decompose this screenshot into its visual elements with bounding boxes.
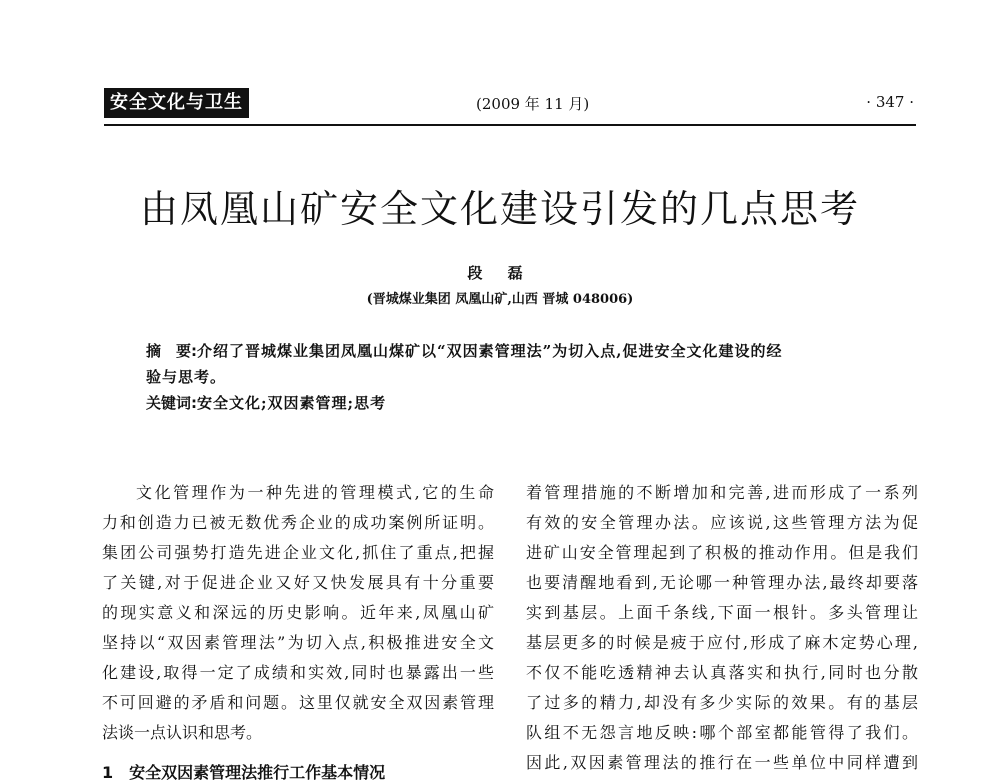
- paragraph-line: 不可回避的矛盾和问题。这里仅就安全双因素管理: [102, 693, 494, 712]
- abstract-line: [146, 338, 866, 364]
- paragraph-line: 集团公司强势打造先进企业文化,抓住了重点,把握: [102, 543, 494, 562]
- abstract-text: 介绍了晋城煤业集团凤凰山煤矿以“双因素管理法”为切入点,促进安全文化建设的经: [197, 342, 783, 360]
- abstract-line: [146, 364, 866, 390]
- paragraph-line: 进矿山安全管理起到了积极的推动作用。但是我们: [526, 543, 918, 562]
- body-column-left: [102, 478, 494, 780]
- abstract-block: [146, 338, 866, 416]
- paragraph-line: 力和创造力已被无数优秀企业的成功案例所证明。: [102, 513, 494, 532]
- paragraph-line: 着管理措施的不断增加和完善,进而形成了一系列: [526, 483, 918, 502]
- paragraph-line: 因此,双因素管理法的推行在一些单位中同样遭到: [526, 753, 918, 772]
- keywords-line: [146, 390, 866, 416]
- paragraph-line: 坚持以“双因素管理法”为切入点,积极推进安全文: [102, 633, 494, 652]
- paragraph-line: 不仅不能吃透精神去认真落实和执行,同时也分散: [526, 663, 918, 682]
- paragraph-line: 基层更多的时候是疲于应付,形成了麻木定势心理,: [526, 633, 918, 652]
- keywords-label: 关键词:: [146, 394, 197, 412]
- paragraph-line: 队组不无怨言地反映:哪个部室都能管得了我们。: [526, 723, 918, 742]
- issue-date: (2009 年 11 月): [476, 95, 590, 113]
- page-number: · 347 ·: [866, 93, 914, 111]
- paragraph-line: 了过多的精力,却没有多少实际的效果。有的基层: [526, 693, 918, 712]
- section-heading: 1 安全双因素管理法推行工作基本情况: [102, 763, 386, 780]
- abstract-text: 验与思考。: [146, 368, 227, 386]
- paragraph-line: 法谈一点认识和思考。: [102, 723, 263, 742]
- paragraph-line: 有效的安全管理办法。应该说,这些管理方法为促: [526, 513, 918, 532]
- page-header: [104, 84, 916, 126]
- paragraph-line: 文化管理作为一种先进的管理模式,它的生命: [136, 483, 494, 502]
- paragraph-line: 的现实意义和深远的历史影响。近年来,凤凰山矿: [102, 603, 494, 622]
- paragraph-line: 也要清醒地看到,无论哪一种管理办法,最终却要落: [526, 573, 918, 592]
- keywords-text: 安全文化;双因素管理;思考: [197, 394, 387, 412]
- abstract-label: 摘 要:: [146, 342, 197, 360]
- paragraph-line: 了关键,对于促进企业又好又快发展具有十分重要: [102, 573, 494, 592]
- paragraph-line: 实到基层。上面千条线,下面一根针。多头管理让: [526, 603, 918, 622]
- paragraph-line: 化建设,取得一定了成绩和实效,同时也暴露出一些: [102, 663, 494, 682]
- body-column-right: [526, 478, 918, 778]
- header-rule: [104, 124, 916, 126]
- article-title: 由凤凰山矿安全文化建设引发的几点思考: [139, 187, 860, 231]
- author-name: 段 磊: [467, 264, 533, 282]
- author-affiliation: (晋城煤业集团 凤凰山矿,山西 晋城 048006): [366, 292, 634, 307]
- journal-section-label: 安全文化与卫生: [104, 88, 249, 118]
